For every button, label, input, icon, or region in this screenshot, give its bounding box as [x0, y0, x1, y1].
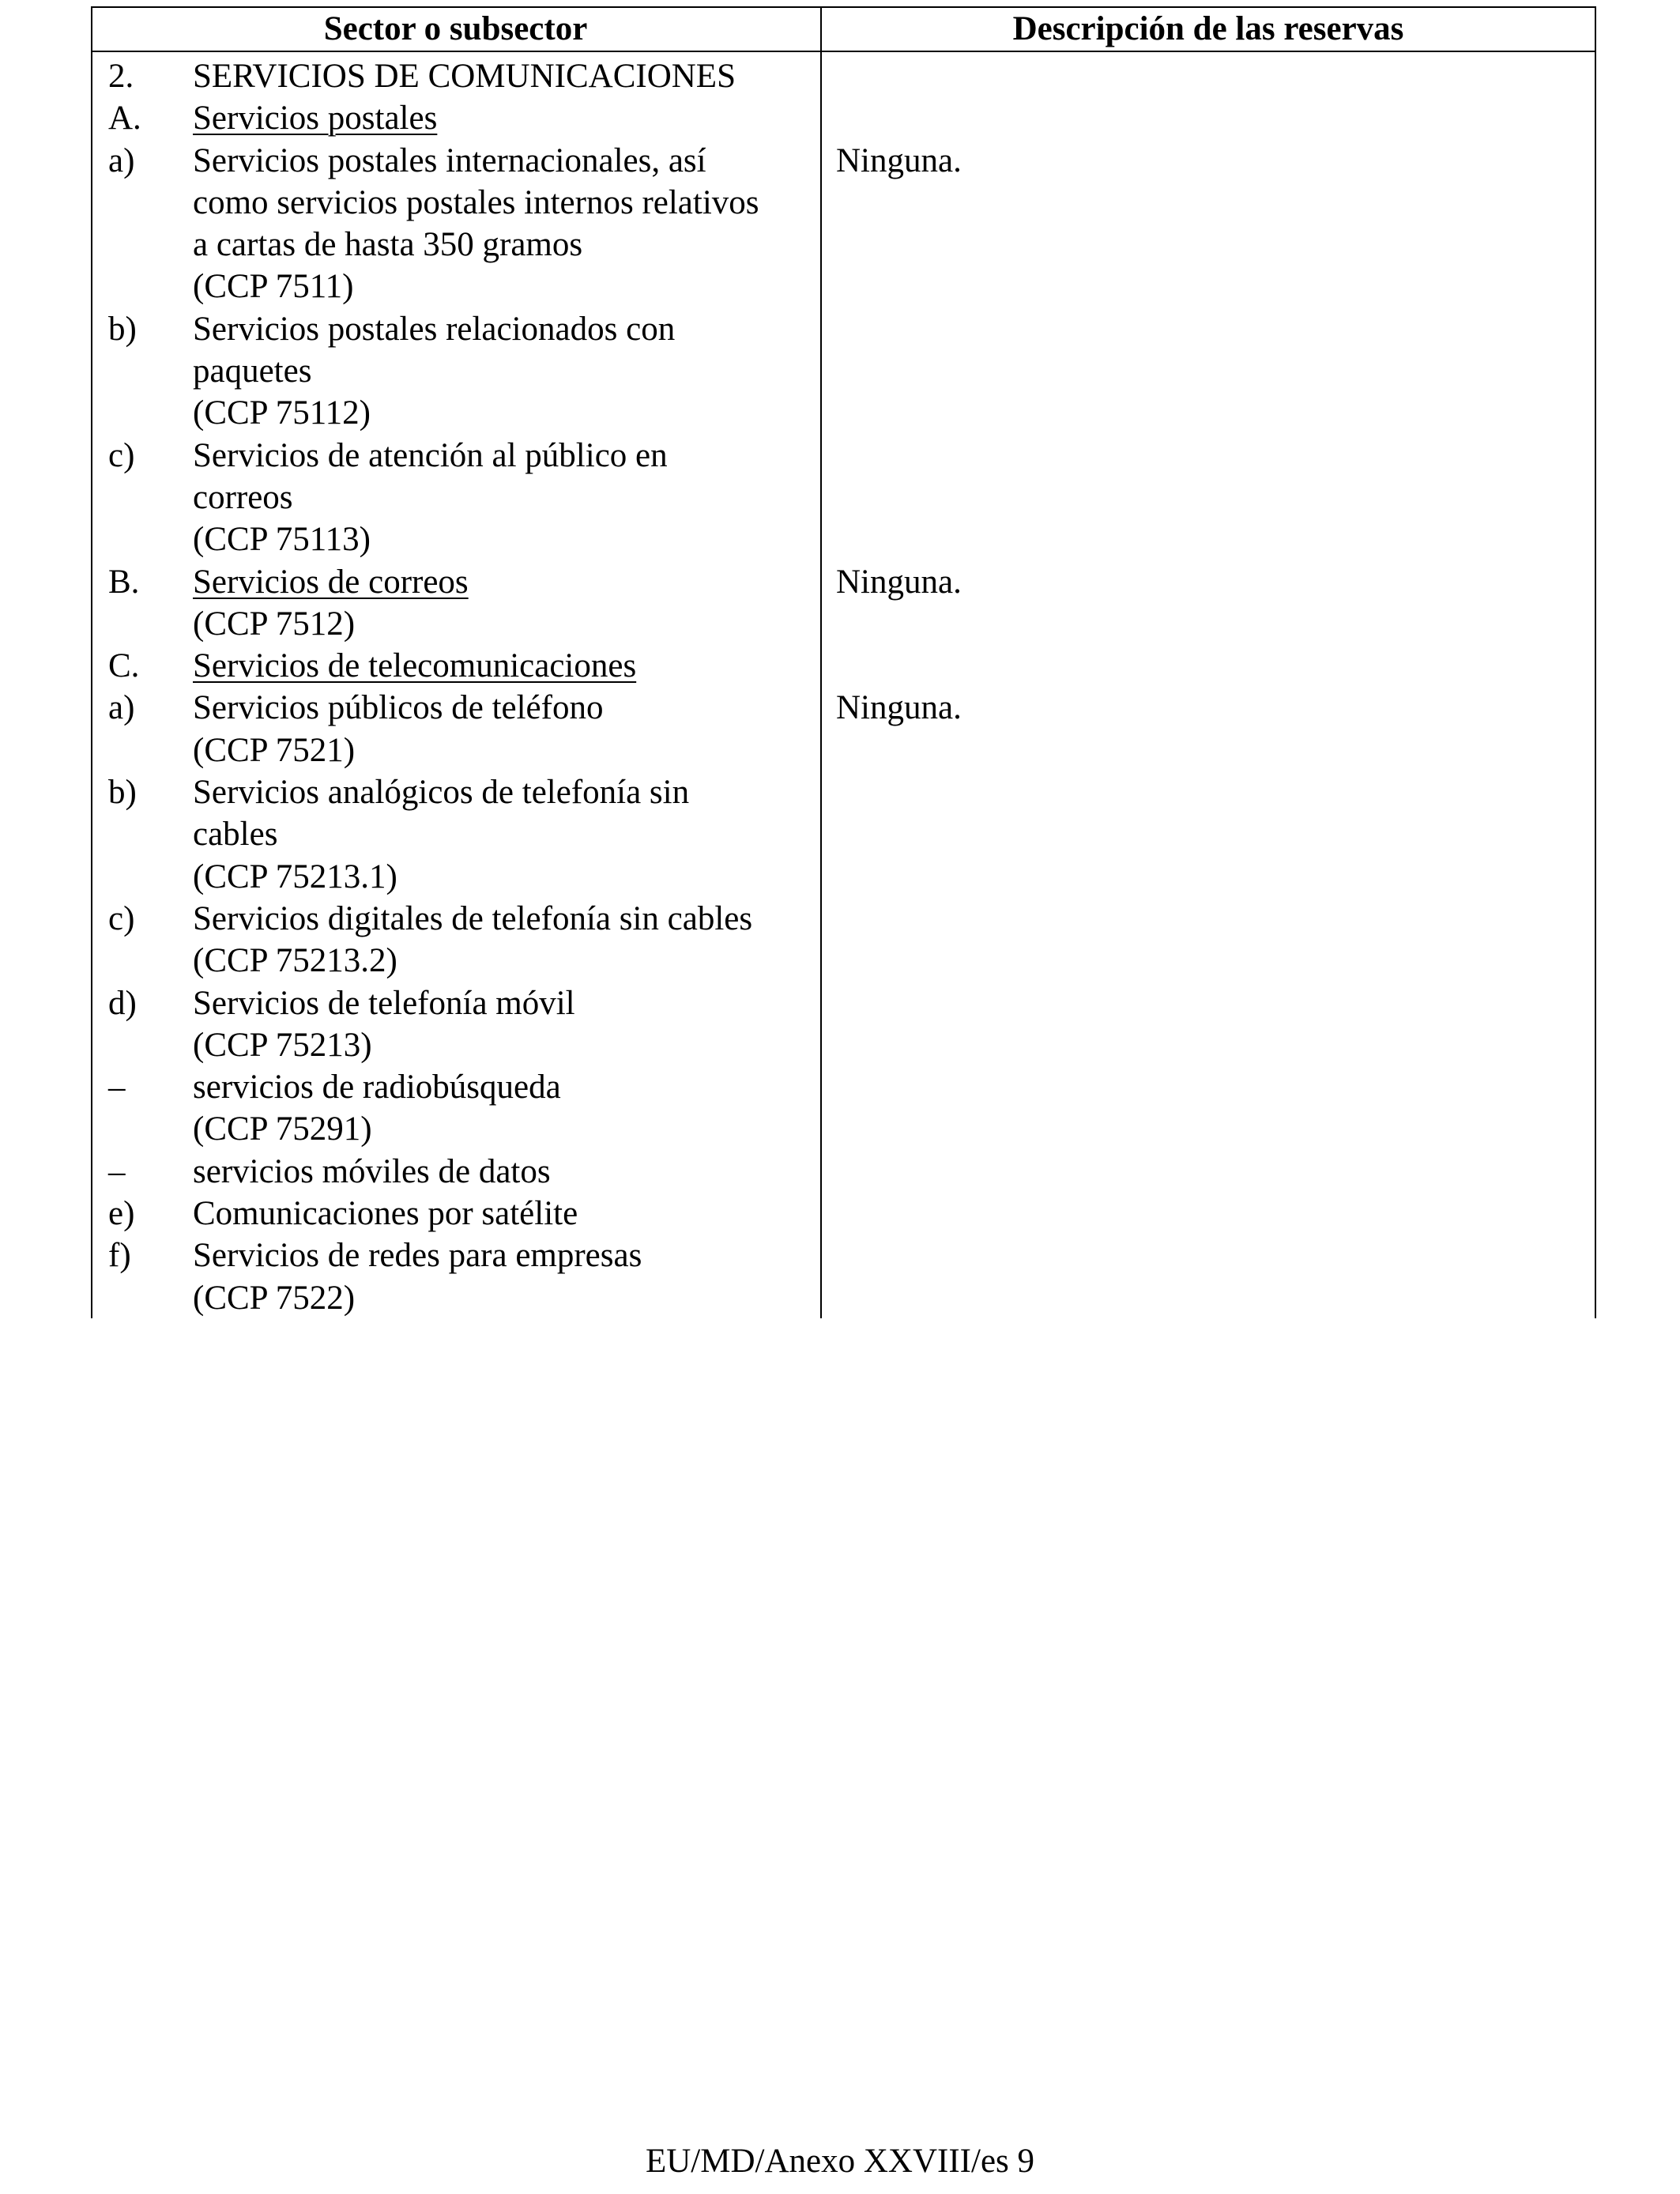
reservation-text: Ninguna. [836, 563, 962, 601]
reservation-text: Ninguna. [836, 141, 962, 179]
table-body [91, 55, 1596, 1319]
sector-line: Servicios de redes para empresas [193, 1237, 642, 1275]
sector-line: (CCP 7521) [193, 731, 356, 769]
table-row [91, 1151, 1596, 1193]
row-marker: a) [108, 689, 135, 727]
column-header-reservations: Descripción de las reservas [1012, 10, 1404, 47]
sector-line: Servicios postales internacionales, así [193, 141, 706, 179]
reservations-table [91, 6, 1596, 1318]
page-footer-reference: EU/MD/Anexo XXVIII/es 9 [645, 2143, 1035, 2180]
sector-line: (CCP 7522) [193, 1279, 356, 1317]
table-row [91, 645, 1596, 687]
sector-description [193, 982, 813, 1067]
row-marker: f) [108, 1237, 131, 1275]
table-top-border [91, 6, 1596, 8]
row-marker: d) [108, 984, 137, 1022]
sector-line: a cartas de hasta 350 gramos [193, 226, 583, 264]
sector-line: (CCP 75291) [193, 1110, 372, 1148]
sector-line: SERVICIOS DE COMUNICACIONES [193, 58, 736, 95]
sector-description [193, 140, 813, 308]
row-marker: B. [108, 563, 140, 601]
table-row [91, 561, 1596, 646]
table-row [91, 1193, 1596, 1235]
sector-line: Servicios postales [193, 100, 438, 138]
sector-description [193, 561, 813, 646]
sector-line: servicios de radiobúsqueda [193, 1069, 561, 1106]
row-marker: – [108, 1069, 126, 1106]
sector-line: Servicios de atención al público en [193, 436, 668, 474]
reservation-text: Ninguna. [836, 689, 962, 727]
table-row [91, 898, 1596, 982]
sector-line: Servicios de telefonía móvil [193, 984, 575, 1022]
sector-line: correos [193, 478, 293, 516]
row-marker: – [108, 1152, 126, 1190]
sector-description [193, 55, 813, 97]
sector-line: Servicios digitales de telefonía sin cables [193, 899, 753, 937]
table-row [91, 687, 1596, 771]
sector-description [193, 771, 813, 898]
sector-line: (CCP 75213) [193, 1026, 372, 1064]
table-row [91, 982, 1596, 1067]
sector-line: Servicios de correos [193, 563, 469, 601]
table-row [91, 1235, 1596, 1319]
sector-line: Servicios postales relacionados con [193, 310, 676, 348]
sector-line: paquetes [193, 352, 312, 390]
sector-description [193, 97, 813, 139]
sector-line: (CCP 75113) [193, 521, 371, 559]
sector-line: Servicios públicos de teléfono [193, 689, 604, 727]
row-marker: A. [108, 100, 141, 138]
table-row [91, 435, 1596, 561]
row-marker: b) [108, 774, 137, 812]
row-marker: 2. [108, 58, 134, 95]
sector-line: (CCP 7511) [193, 268, 354, 306]
sector-line: Servicios analógicos de telefonía sin [193, 774, 690, 812]
table-row [91, 308, 1596, 435]
row-marker: a) [108, 141, 135, 179]
table-row [91, 97, 1596, 139]
row-marker: c) [108, 899, 135, 937]
table-header-divider [91, 51, 1596, 52]
sector-line: (CCP 75213.2) [193, 942, 397, 980]
sector-line: (CCP 7512) [193, 605, 356, 643]
table-row [91, 771, 1596, 898]
sector-description [193, 1235, 813, 1319]
sector-description [193, 308, 813, 435]
row-marker: e) [108, 1195, 135, 1233]
table-row [91, 140, 1596, 308]
sector-line: servicios móviles de datos [193, 1152, 551, 1190]
sector-line: Comunicaciones por satélite [193, 1195, 578, 1233]
sector-description [193, 1066, 813, 1151]
sector-description [193, 1193, 813, 1235]
sector-description [193, 687, 813, 771]
table-row [91, 1066, 1596, 1151]
sector-line: (CCP 75213.1) [193, 858, 397, 895]
sector-description [193, 435, 813, 561]
sector-line: (CCP 75112) [193, 394, 371, 432]
sector-description [193, 645, 813, 687]
column-header-sector: Sector o subsector [323, 10, 588, 47]
row-marker: c) [108, 436, 135, 474]
sector-description [193, 898, 813, 982]
sector-line: como servicios postales internos relativos [193, 183, 759, 221]
table-row [91, 55, 1596, 97]
sector-line: cables [193, 816, 278, 854]
sector-line: Servicios de telecomunicaciones [193, 647, 637, 685]
sector-description [193, 1151, 813, 1193]
row-marker: b) [108, 310, 137, 348]
row-marker: C. [108, 647, 140, 685]
